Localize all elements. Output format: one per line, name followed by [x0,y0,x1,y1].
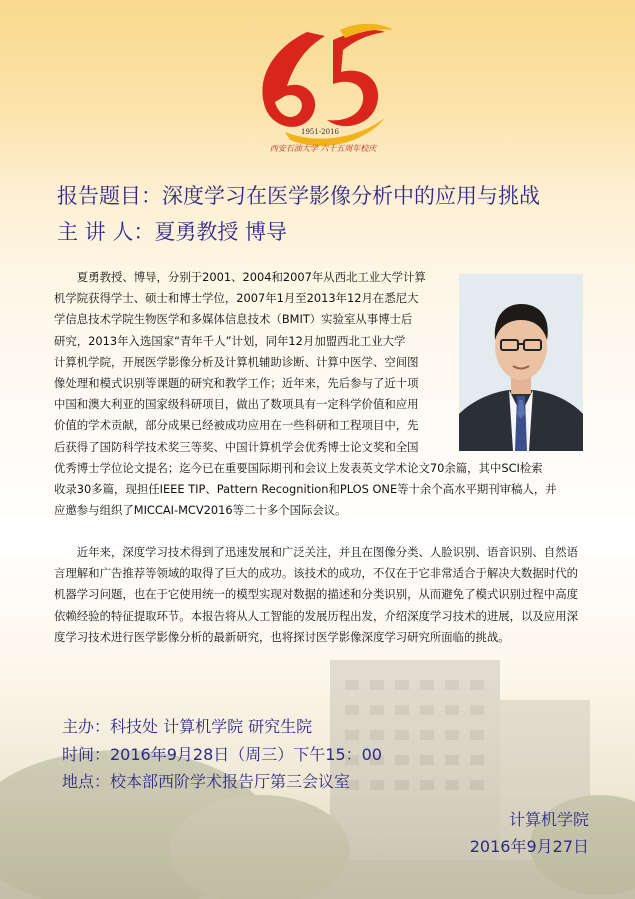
logo-caption: 西安石油大学 六十五周年校庆 [269,144,377,153]
signature-org: 计算机学院 [508,810,589,829]
topic-title: 深度学习在医学影像分析中的应用与挑战 [162,184,540,208]
time-info: 时间：2016年9月28日（周三）下午15：00 [62,745,382,764]
bio-line-5: 计算机学院，开展医学影像分析及计算机辅助诊断、计算中医学、空间图 [54,354,419,369]
host-info: 主办：科技处 计算机学院 研究生院 [62,717,313,736]
bio-line-12: 应邀参与组织了MICCAI-MCV2016等二十多个国际会议。 [54,503,347,518]
signature-date: 2016年9月27日 [469,837,589,856]
speaker-name: 夏勇教授 博导 [154,220,288,244]
bio-line-9: 后获得了国防科学技术奖三等奖、中国计算机学会优秀博士论文奖和全国 [54,439,419,454]
topic-label: 报告题目： [57,184,162,208]
anniversary-65-logo [245,22,395,162]
bio-line-11: 收录30多篇，现担任IEEE TIP、Pattern Recognition和PLOS ONE等十余个高水平期刊审稿人，并 [54,482,557,497]
bio-wrapped [54,267,451,458]
report-topic-line [57,180,540,210]
bio-line-3: 学信息技术学院生物医学和多媒体信息技术（BMIT）实验室从事博士后 [54,312,413,327]
bio-line-7: 中国和澳大利亚的国家级科研项目，做出了数项具有一定科学价值和应用 [54,397,419,412]
speaker-line [57,216,287,246]
logo-years: 1951-2016 [301,128,339,136]
bio-line-6: 像处理和模式识别等课题的研究和教学工作；近年来，先后参与了近十项 [54,376,419,391]
place-info: 地点：校本部西阶学术报告厅第三会议室 [62,772,351,791]
bio-full-width [54,458,586,522]
abstract-paragraph: 近年来，深度学习技术得到了迅速发展和广泛关注，并且在图像分类、人脸识别、语音识别、自然语言理解和广告推荐等领域的取得了巨大的成功。该技术的成功，不仅在于它非常适合于解决大数据时代的机器学习问题，也在于它使用统一的模型实现对数据的描述和分类识别，从而避免了模式识别过程中高度依赖经验的特征提取环节。本报告将从人工智能的发展历程出发，介绍深度学习技术的进展，以及应用深度学习技术进行医学影像分析的最新研究，也将探讨医学影像深度学习研究所面临的挑战。 [54,545,578,644]
bio-line-2: 机学院获得学士、硕士和博士学位，2007年1月至2013年12月在悉尼大 [54,291,419,306]
speaker-label: 主 讲 人： [57,220,155,244]
bio-line-4: 研究，2013年入选国家“青年千人”计划，同年12月加盟西北工业大学 [54,333,406,348]
speaker-photo [459,274,583,451]
bio-line-1: 夏勇教授、博导，分别于2001、2004和2007年从西北工业大学计算 [76,270,426,284]
bio-line-8: 价值的学术贡献，部分成果已经被成功应用在一些科研和工程项目中，先 [54,418,419,433]
bio-line-10: 优秀博士学位论文提名；迄今已在重要国际期刊和会议上发表英文学术论文70余篇，其中SCI检索 [54,461,543,475]
